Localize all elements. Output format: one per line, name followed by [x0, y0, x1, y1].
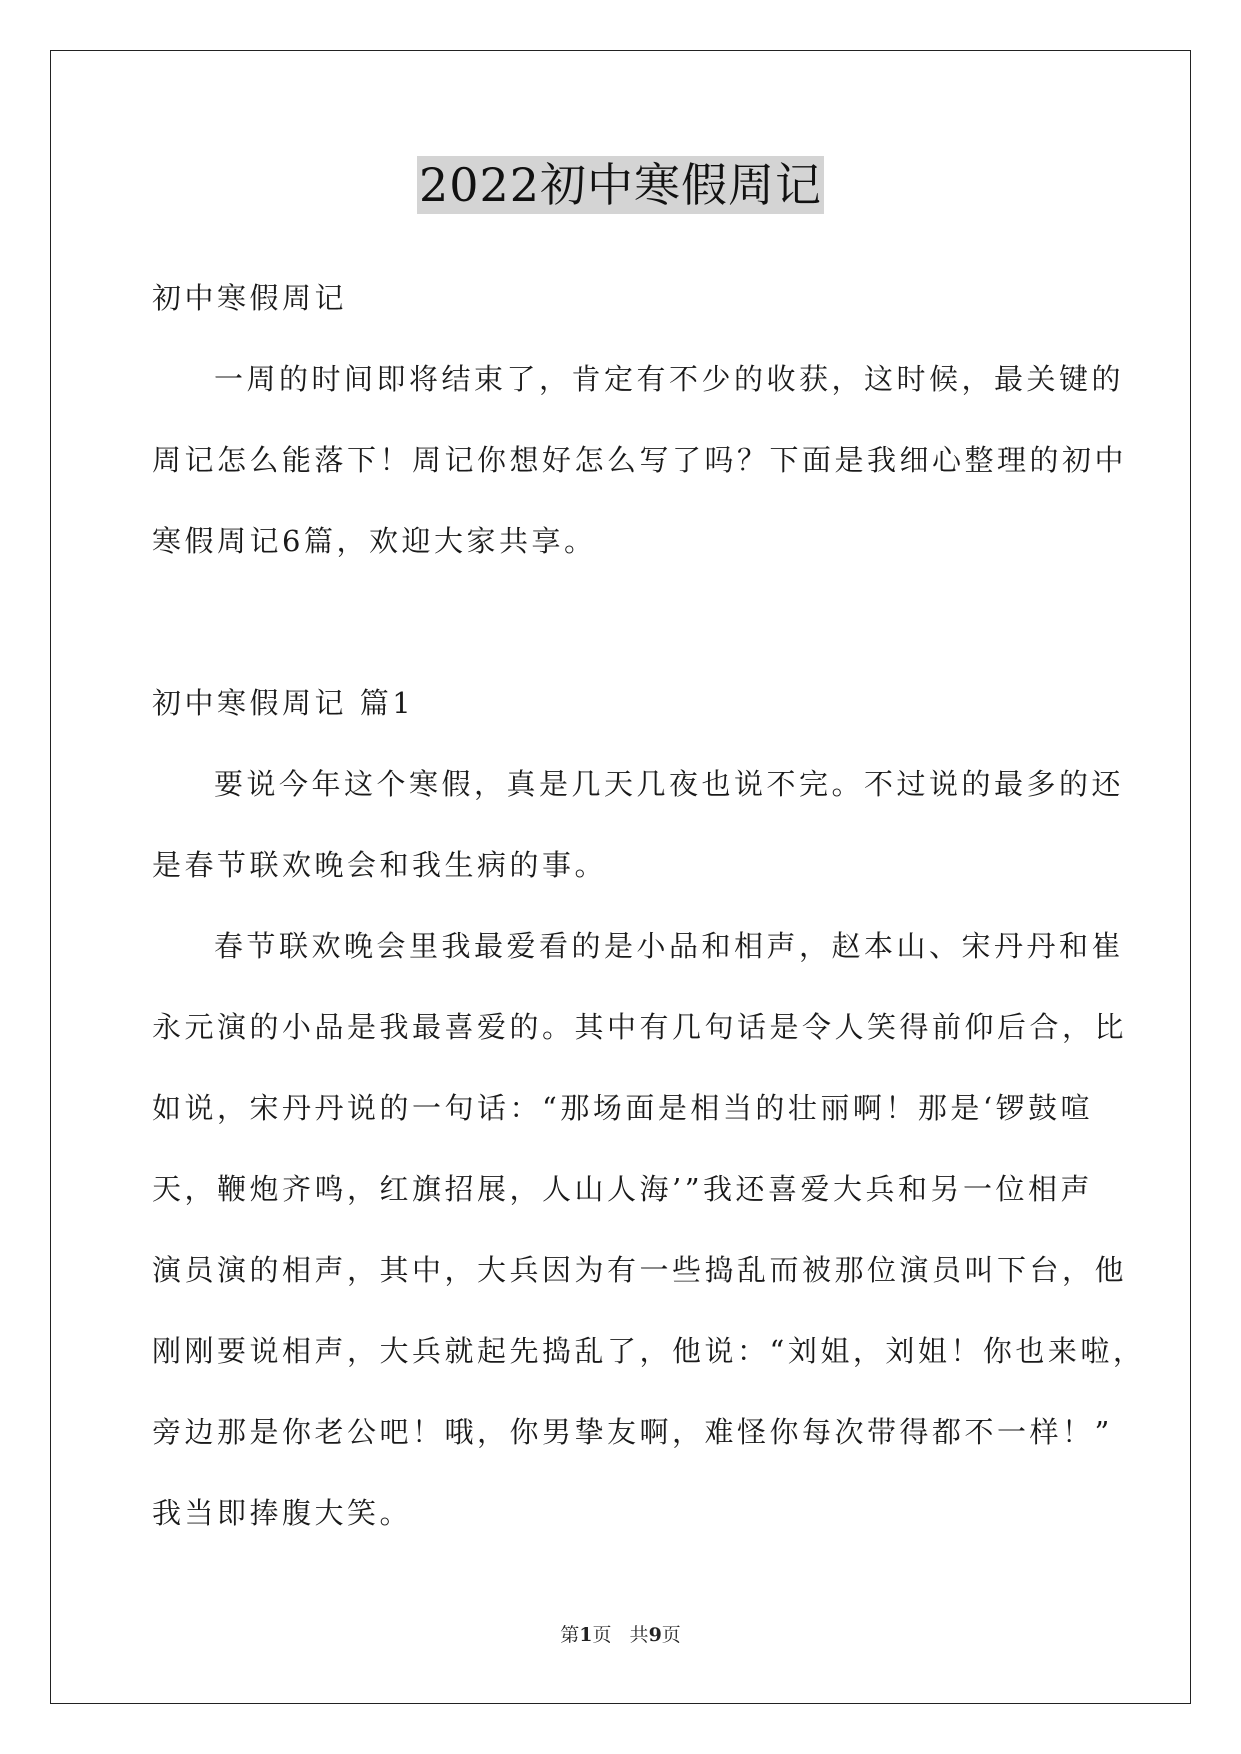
title-container	[0, 156, 1241, 214]
paragraph-line: 天，鞭炮齐鸣，红旗招展，人山人海’”我还喜爱大兵和另一位相声	[152, 1172, 1094, 1206]
paragraph-line: 我当即捧腹大笑。	[152, 1496, 413, 1530]
intro-heading: 初中寒假周记	[152, 281, 348, 315]
footer-suffix: 页	[661, 1624, 681, 1646]
paragraph-line: 要说今年这个寒假，真是几天几夜也说不完。不过说的最多的还	[214, 767, 1125, 801]
total-pages-number: 9	[648, 1624, 662, 1646]
paragraph-line: 永元演的小品是我最喜爱的。其中有几句话是令人笑得前仰后合，比	[152, 1010, 1128, 1044]
paragraph-line: 春节联欢晚会里我最爱看的是小品和相声，赵本山、宋丹丹和崔	[214, 929, 1125, 963]
paragraph-line: 演员演的相声，其中，大兵因为有一些捣乱而被那位演员叫下台，他	[152, 1253, 1128, 1287]
paragraph-line: 如说，宋丹丹说的一句话：“那场面是相当的壮丽啊！那是‘锣鼓喧	[152, 1091, 1094, 1125]
document-title: 2022初中寒假周记	[418, 158, 823, 212]
page-footer	[0, 1620, 1241, 1647]
current-page-number: 1	[579, 1624, 593, 1646]
section-heading: 初中寒假周记 篇1	[152, 686, 415, 720]
intro-paragraph-line: 一周的时间即将结束了，肯定有不少的收获，这时候，最关键的	[214, 362, 1125, 396]
paragraph-line: 刚刚要说相声，大兵就起先捣乱了，他说：“刘姐，刘姐！你也来啦，	[152, 1334, 1146, 1368]
footer-middle: 页 共	[592, 1624, 649, 1646]
intro-paragraph-line: 寒假周记6篇，欢迎大家共享。	[152, 524, 597, 558]
paragraph-line: 是春节联欢晚会和我生病的事。	[152, 848, 608, 882]
footer-prefix: 第	[560, 1624, 580, 1646]
section-spacer	[152, 582, 1092, 663]
intro-paragraph-line: 周记怎么能落下！周记你想好怎么写了吗？下面是我细心整理的初中	[152, 443, 1128, 477]
document-body	[152, 258, 1146, 1554]
paragraph-line: 旁边那是你老公吧！哦，你男挚友啊，难怪你每次带得都不一样！”	[152, 1415, 1113, 1449]
